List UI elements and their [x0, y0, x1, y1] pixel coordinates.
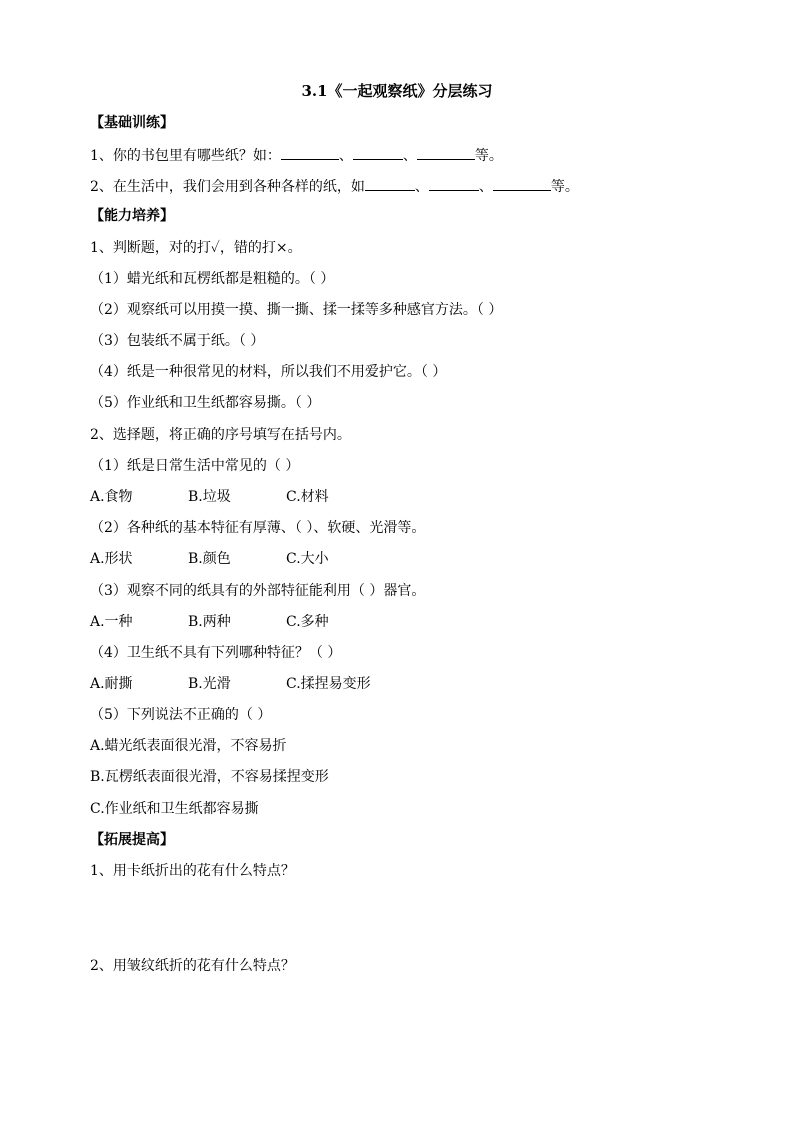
option-b: B.垃圾 [188, 489, 231, 505]
option-a: A.形状 [90, 551, 133, 567]
tf-item: （2）观察纸可以用摸一摸、撕一撕、揉一揉等多种感官方法。（ ） [90, 302, 503, 318]
mc-options [90, 675, 371, 693]
question-suffix: 等。 [550, 179, 579, 195]
option-a: A.耐撕 [90, 676, 133, 692]
separator: 、 [402, 148, 417, 164]
extend-question-2: 2、用皱纹纸折的花有什么特点？ [90, 958, 295, 974]
mc-options [90, 550, 329, 568]
option-c: C.多种 [286, 614, 329, 630]
tf-item: （1）蜡光纸和瓦楞纸都是粗糙的。（ ） [90, 271, 335, 287]
basic-question-1 [90, 146, 503, 165]
tf-item: （4）纸是一种很常见的材料，所以我们不用爱护它。（ ） [90, 364, 447, 380]
separator: 、 [338, 148, 353, 164]
question-text: 1、你的书包里有哪些纸？如： [90, 148, 281, 164]
mc-question: （3）观察不同的纸具有的外部特征能利用（ ）器官。 [90, 583, 426, 599]
question-text: 2、在生活中，我们会用到各种各样的纸，如 [90, 179, 365, 195]
option-c: C.材料 [286, 489, 329, 505]
option-b: B.瓦楞纸表面很光滑，不容易揉捏变形 [90, 769, 329, 785]
option-c: C.大小 [286, 551, 329, 567]
answer-blank[interactable] [493, 177, 551, 191]
extend-question-1: 1、用卡纸折出的花有什么特点？ [90, 863, 295, 879]
mc-options [90, 613, 329, 631]
section-ability-heading: 【能力培养】 [90, 208, 174, 224]
tf-item: （5）作业纸和卫生纸都容易撕。（ ） [90, 395, 321, 411]
answer-blank[interactable] [417, 146, 475, 160]
answer-blank[interactable] [429, 177, 479, 191]
section-basic-heading: 【基础训练】 [90, 115, 174, 131]
option-a: A.蜡光纸表面很光滑，不容易折 [90, 738, 287, 754]
answer-blank[interactable] [281, 146, 339, 160]
option-c: C.揉捏易变形 [286, 676, 371, 692]
tf-item: （3）包装纸不属于纸。（ ） [90, 333, 265, 349]
option-b: B.两种 [188, 614, 231, 630]
tf-intro: 1、判断题，对的打✓，错的打×。 [90, 240, 302, 256]
basic-question-2 [90, 177, 579, 196]
mc-question: （4）卫生纸不具有下列哪种特征？（ ） [90, 645, 342, 661]
section-extend-heading: 【拓展提高】 [90, 832, 174, 848]
option-a: A.一种 [90, 614, 133, 630]
mc-question: （1）纸是日常生活中常见的（ ） [90, 458, 300, 474]
option-c: C.作业纸和卫生纸都容易撕 [90, 801, 259, 817]
mc-question: （2）各种纸的基本特征有厚薄、（ ）、软硬、光滑等。 [90, 520, 426, 536]
separator: 、 [478, 179, 493, 195]
separator: 、 [414, 179, 429, 195]
mc-intro: 2、选择题，将正确的序号填写在括号内。 [90, 427, 351, 443]
mc-options [90, 488, 329, 506]
option-a: A.食物 [90, 489, 133, 505]
answer-blank[interactable] [353, 146, 403, 160]
question-suffix: 等。 [474, 148, 503, 164]
mc-question: （5）下列说法不正确的（ ） [90, 707, 272, 723]
answer-blank[interactable] [365, 177, 415, 191]
page-title: 3.1《一起观察纸》分层练习 [301, 82, 493, 100]
option-b: B.颜色 [188, 551, 231, 567]
option-b: B.光滑 [188, 676, 231, 692]
